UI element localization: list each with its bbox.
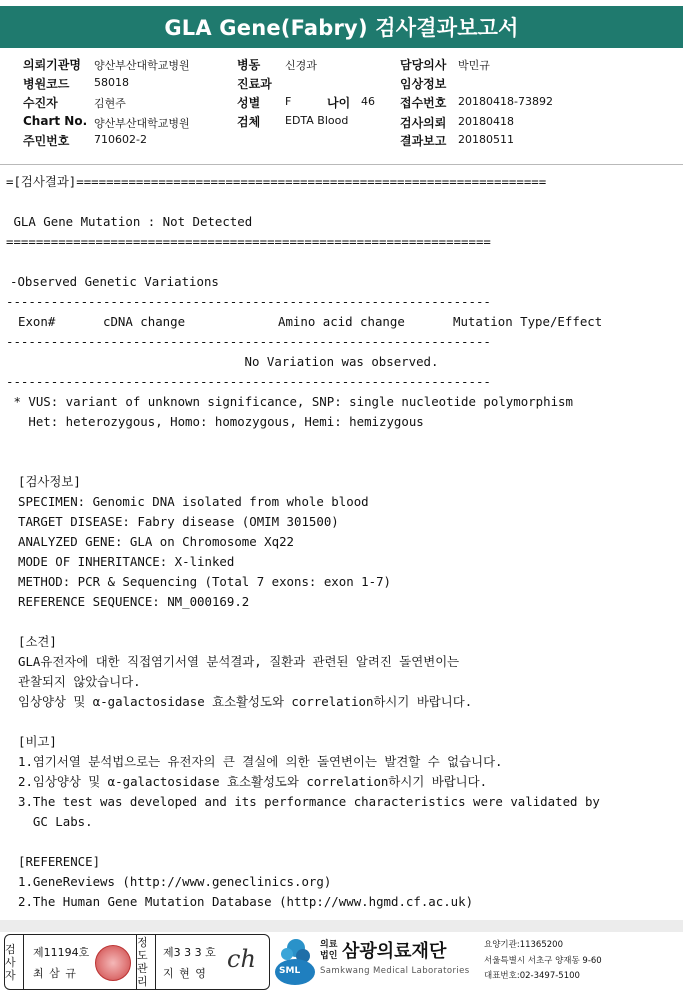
ward-label: 병동 <box>237 58 261 72</box>
reference-1: 1.GeneReviews (http://www.geneclinics.org) <box>18 874 332 889</box>
hospital-code-value: 58018 <box>94 76 129 89</box>
reviewer-signature: ch <box>227 945 256 973</box>
spacer <box>0 432 683 452</box>
org-address: 서울특별시 서초구 양재동 9-60 <box>484 956 602 966</box>
logo-name: 삼광의료재단 <box>342 941 447 962</box>
reference-title: [REFERENCE] <box>18 854 101 869</box>
remarks-item-3-cont: GC Labs. <box>18 814 93 829</box>
report-body <box>0 172 683 912</box>
info-title: [검사정보] <box>18 474 81 489</box>
dash-rule: ----------------------------------------------------------------- <box>6 374 491 389</box>
opinion-line-3: 임상양상 및 α-galactosidase 효소활성도와 correlation하시기 바랍니다. <box>18 694 473 709</box>
age-label: 나이 <box>327 96 351 110</box>
mutation-result: GLA Gene Mutation : Not Detected <box>6 214 253 229</box>
specimen-label: 검체 <box>237 115 261 129</box>
institution-label: 의뢰기관명 <box>23 58 81 72</box>
sex-label: 성별 <box>237 96 261 110</box>
patient-label: 수진자 <box>23 96 58 110</box>
id-label: 주민번호 <box>23 134 70 148</box>
chart-label: Chart No. <box>23 114 88 128</box>
signature-box <box>4 934 270 990</box>
remarks-title: [비고] <box>18 734 57 749</box>
spacer <box>0 612 683 632</box>
report-title: GLA Gene(Fabry) 검사결과보고서 <box>0 6 683 48</box>
examiner-license: 제11194호 <box>33 946 90 959</box>
variation-table-header <box>0 312 683 332</box>
request-value: 20180418 <box>458 115 514 128</box>
patient-meta-block <box>0 52 683 162</box>
result-header: =[검사결과]=============================================================== <box>6 174 547 189</box>
org-code: 요양기관:11365200 <box>484 940 563 950</box>
footer-divider-band <box>0 920 683 932</box>
abbreviation-note-2: Het: heterozygous, Homo: homozygous, Hemi: hemizygous <box>6 414 424 429</box>
col-amino: Amino acid change <box>278 314 405 329</box>
no-variation-row: No Variation was observed. <box>244 354 439 369</box>
examiner-name: 최 삼 규 <box>33 967 77 980</box>
receipt-label: 접수번호 <box>400 96 447 110</box>
logo-badge: SML <box>279 966 301 976</box>
dept-label: 진료과 <box>237 77 272 91</box>
logo-prefix-1: 의료 <box>320 940 338 950</box>
logo-english-name: Samkwang Medical Laboratories <box>320 966 470 976</box>
report-date-label: 결과보고 <box>400 134 447 148</box>
examiner-vertical-label: 검사자 <box>5 935 24 989</box>
patient-value: 김현주 <box>94 97 126 110</box>
spacer <box>0 452 683 472</box>
age-value: 46 <box>361 95 375 108</box>
info-reference: REFERENCE SEQUENCE: NM_000169.2 <box>18 594 250 609</box>
request-label: 검사의뢰 <box>400 116 447 130</box>
opinion-line-2: 관찰되지 않았습니다. <box>18 674 141 689</box>
col-exon: Exon# <box>18 314 56 329</box>
dash-rule: ----------------------------------------------------------------- <box>6 334 491 349</box>
info-inheritance: MODE OF INHERITANCE: X-linked <box>18 554 235 569</box>
info-method: METHOD: PCR & Sequencing (Total 7 exons: exon 1-7) <box>18 574 391 589</box>
info-specimen: SPECIMEN: Genomic DNA isolated from whole blood <box>18 494 369 509</box>
reviewer-license: 제3 3 3 호 <box>163 946 216 959</box>
receipt-value: 20180418-73892 <box>458 95 553 108</box>
meta-divider <box>0 164 683 165</box>
abbreviation-note-1: * VUS: variant of unknown significance, SNP: single nucleotide polymorphism <box>6 394 573 409</box>
reviewer-name: 지 현 영 <box>163 967 207 980</box>
hospital-code-label: 병원코드 <box>23 77 70 91</box>
opinion-line-1: GLA유전자에 대한 직접염기서열 분석결과, 질환과 관련된 알려진 돌연변이는 <box>18 654 460 669</box>
reference-2: 2.The Human Gene Mutation Database (http://www.hgmd.cf.ac.uk) <box>18 894 474 909</box>
col-mutation: Mutation Type/Effect <box>453 314 603 329</box>
examiner-seal-icon <box>95 945 131 981</box>
spacer <box>0 832 683 852</box>
ward-value: 신경과 <box>285 59 317 72</box>
spacer <box>0 712 683 732</box>
col-cdna: cDNA change <box>103 314 186 329</box>
observed-title: -Observed Genetic Variations <box>10 274 219 289</box>
chart-value: 양산부산대학교병원 <box>94 117 190 130</box>
institution-logo <box>272 934 680 990</box>
id-value: 710602-2 <box>94 133 147 146</box>
org-phone: 대표번호:02-3497-5100 <box>484 971 580 981</box>
remarks-item-1: 1.염기서열 분석법으로는 유전자의 큰 결실에 의한 돌연변이는 발견할 수 없습니다. <box>18 754 503 769</box>
institution-value: 양산부산대학교병원 <box>94 59 190 72</box>
info-gene: ANALYZED GENE: GLA on Chromosome Xq22 <box>18 534 295 549</box>
remarks-item-2: 2.임상양상 및 α-galactosidase 효소활성도와 correlation하시기 바랍니다. <box>18 774 488 789</box>
opinion-title: [소견] <box>18 634 57 649</box>
doctor-label: 담당의사 <box>400 58 447 72</box>
remarks-item-3: 3.The test was developed and its performance characteristics were validated by <box>18 794 600 809</box>
spacer <box>0 192 683 212</box>
clinical-label: 임상정보 <box>400 77 447 91</box>
reviewer-vertical-label: 정도관리 <box>136 935 156 989</box>
double-rule: ================================================================= <box>6 234 491 249</box>
report-date-value: 20180511 <box>458 133 514 146</box>
spacer <box>0 252 683 272</box>
doctor-value: 박민규 <box>458 59 490 72</box>
sex-value: F <box>285 95 292 108</box>
logo-prefix-2: 법인 <box>320 951 338 961</box>
sml-logo-icon <box>272 934 318 988</box>
info-disease: TARGET DISEASE: Fabry disease (OMIM 301500) <box>18 514 339 529</box>
dash-rule: ----------------------------------------------------------------- <box>6 294 491 309</box>
specimen-value: EDTA Blood <box>285 114 349 127</box>
